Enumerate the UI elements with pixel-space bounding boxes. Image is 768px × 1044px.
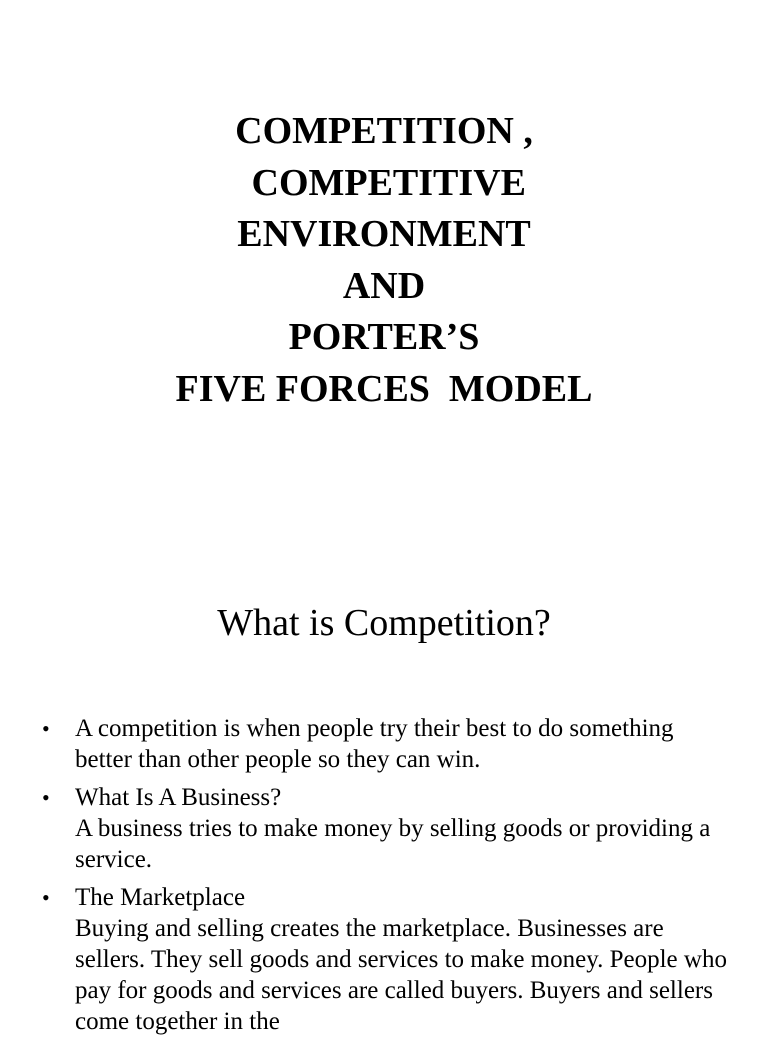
list-item <box>0 882 768 1037</box>
bullet-heading: What Is A Business? <box>75 784 282 811</box>
bullet-icon: • <box>42 785 50 810</box>
bullet-heading: The Marketplace <box>75 884 246 911</box>
slide-title <box>0 106 768 415</box>
title-line: COMPETITIVE <box>242 161 526 204</box>
bullet-text: A competition is when people try their best to do something better than other people so they can win. <box>75 715 674 773</box>
section-heading: What is Competition? <box>217 602 551 644</box>
bullet-icon: • <box>42 885 50 910</box>
title-line: FIVE FORCES MODEL <box>175 367 593 410</box>
bullet-list <box>0 713 768 1044</box>
title-line: PORTER’S <box>288 316 480 358</box>
bullet-text: Buying and selling creates the marketplace. Businesses are sellers. They sell goods and services to make money. People who pay for goods and services are called buyers. Buyers and sellers come together in the <box>75 915 727 1035</box>
list-item <box>0 782 768 875</box>
list-item <box>0 713 768 775</box>
title-line: AND <box>342 264 426 307</box>
bullet-icon: • <box>42 716 50 741</box>
title-line: COMPETITION , <box>235 110 533 152</box>
title-line: ENVIRONMENT <box>237 213 531 255</box>
bullet-text: A business tries to make money by selling goods or providing a service. <box>75 815 711 873</box>
